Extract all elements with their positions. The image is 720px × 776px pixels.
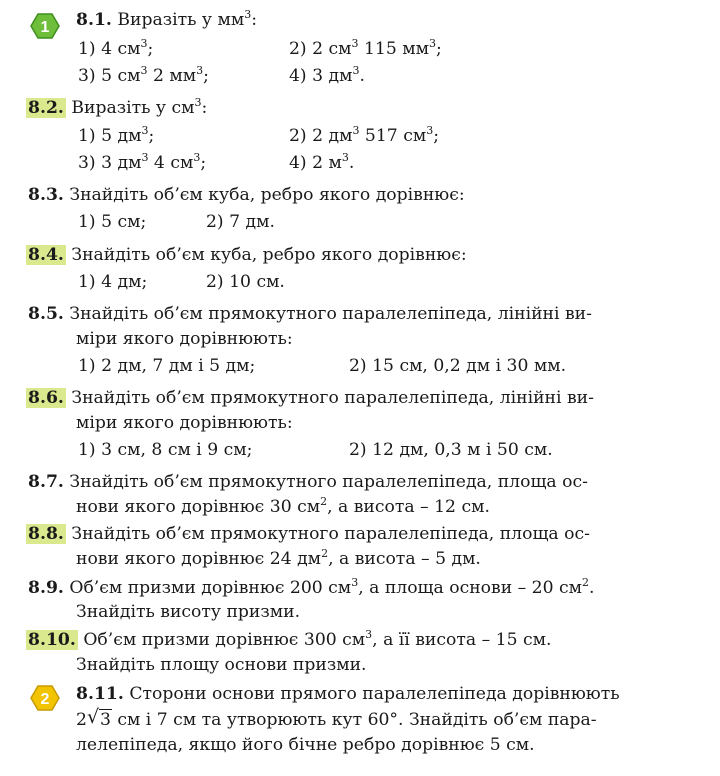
level-2-label: 2 bbox=[40, 691, 50, 708]
exercise-8-4-title: 8.4. Знайдіть об’єм куба, ребро якого дорівнює: bbox=[28, 245, 467, 265]
exercise-8-9-title: 8.9. Об’єм призми дорівнює 200 $см^3$, а площа основи – 20 $см^2$. bbox=[28, 576, 595, 598]
exercise-8-11-line-3: лелепіпеда, якщо його бічне ребро дорівнює 5 см. bbox=[76, 735, 535, 755]
question-text: Виразіть у мм bbox=[117, 10, 245, 30]
exercise-8-5-title: 8.5. Знайдіть об’єм прямокутного паралелепіпеда, лінійні ви- bbox=[28, 304, 592, 324]
square-root-3: √ 3 bbox=[86, 706, 111, 730]
exercise-8-1-row-1: 1) 4 $см^3$; 2) 2 $см^3$ 115 $мм^3$; bbox=[78, 37, 442, 59]
exercise-8-3-answers: 1) 5 см; 2) 7 дм. bbox=[78, 212, 275, 232]
exercise-8-8-title: 8.8. Знайдіть об’єм прямокутного паралелепіпеда, площа ос- bbox=[28, 524, 590, 544]
exercise-8-10-title: 8.10. Об’єм призми дорівнює 300 $см^3$, а її висота – 15 см. bbox=[28, 628, 552, 650]
exercise-8-10-line-2: Знайдіть площу основи призми. bbox=[76, 655, 367, 675]
level-1-label: 1 bbox=[40, 19, 50, 36]
exercise-8-6-line-2: міри якого дорівнюють: bbox=[76, 413, 293, 433]
exercise-8-7-title: 8.7. Знайдіть об’єм прямокутного паралелепіпеда, площа ос- bbox=[28, 472, 588, 492]
exercise-8-5-line-2: міри якого дорівнюють: bbox=[76, 329, 293, 349]
exercise-8-2-title: 8.2. Виразіть у $см^3$: bbox=[28, 96, 208, 118]
exercise-8-1-title: 8.1. Виразіть у $мм^3$: bbox=[76, 8, 258, 30]
exercise-8-11-line-2: 2 √ 3 см і 7 см та утворюють кут 60°. Знайдіть об’єм пара- bbox=[76, 706, 597, 730]
exercise-8-5-answers: 1) 2 дм, 7 дм і 5 дм; 2) 15 см, 0,2 дм і 30 мм. bbox=[78, 356, 567, 376]
exercise-number: 8.2. bbox=[28, 98, 64, 118]
exercise-8-11-title: 8.11. Сторони основи прямого паралелепіпеда дорівнюють bbox=[76, 684, 620, 704]
level-1-badge-icon bbox=[30, 12, 60, 40]
exercise-8-2-row-1: 1) 5 $дм^3$; 2) 2 $дм^3$ 517 $см^3$; bbox=[78, 124, 439, 146]
exercise-8-1-row-2: 3) 5 $см^3$ 2 $мм^3$; 4) 3 $дм^3$. bbox=[78, 64, 365, 86]
exercise-8-9-line-2: Знайдіть висоту призми. bbox=[76, 602, 301, 622]
exercise-8-8-line-2: нови якого дорівнює 24 $дм^2$, а висота – 5 дм. bbox=[76, 547, 481, 569]
exercise-number: 8.1. bbox=[76, 10, 112, 30]
exercise-8-4-answers: 1) 4 дм; 2) 10 см. bbox=[78, 272, 285, 292]
exercise-8-6-title: 8.6. Знайдіть об’єм прямокутного паралелепіпеда, лінійні ви- bbox=[28, 388, 594, 408]
exercise-8-3-title: 8.3. Знайдіть об’єм куба, ребро якого дорівнює: bbox=[28, 185, 465, 205]
level-2-badge-icon bbox=[30, 684, 60, 712]
exercise-8-6-answers: 1) 3 см, 8 см і 9 см; 2) 12 дм, 0,3 м і 50 см. bbox=[78, 440, 553, 460]
exercise-8-2-row-2: 3) 3 $дм^3$ 4 $см^3$; 4) 2 $м^3$. bbox=[78, 151, 355, 173]
exercise-8-7-line-2: нови якого дорівнює 30 $см^2$, а висота – 12 см. bbox=[76, 495, 490, 517]
